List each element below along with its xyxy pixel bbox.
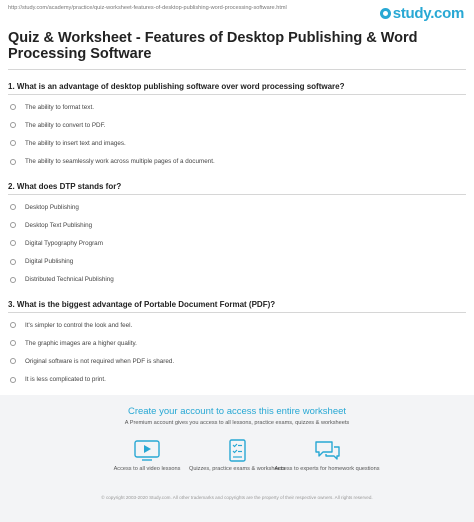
answer-label: Distributed Technical Publishing	[25, 276, 114, 284]
radio-icon[interactable]	[10, 240, 16, 246]
study-com-logo-icon	[380, 8, 391, 19]
answer-label: The ability to seamlessly work across multiple pages of a document.	[25, 158, 215, 166]
radio-icon[interactable]	[10, 259, 16, 265]
title-divider	[8, 69, 466, 70]
radio-icon[interactable]	[10, 122, 16, 128]
radio-icon[interactable]	[10, 222, 16, 228]
answer-option[interactable]	[8, 134, 466, 152]
answer-option[interactable]	[8, 352, 466, 370]
answer-label: Digital Publishing	[25, 258, 74, 266]
answer-options	[8, 316, 466, 389]
answer-option[interactable]	[8, 253, 466, 271]
question-3	[8, 300, 466, 389]
radio-icon[interactable]	[10, 140, 16, 146]
feature-label: Access to experts for homework questions	[274, 466, 380, 472]
answer-option[interactable]	[8, 216, 466, 234]
radio-icon[interactable]	[10, 104, 16, 110]
source-url[interactable]: http://study.com/academy/practice/quiz-worksheet-features-of-desktop-publishing-word-processing-software.html	[8, 5, 287, 11]
feature-label: Access to all video lessons	[113, 466, 181, 472]
answer-option[interactable]	[8, 371, 466, 389]
question-divider	[8, 312, 466, 313]
question-text: 3. What is the biggest advantage of Portable Document Format (PDF)?	[8, 300, 276, 309]
page-header	[8, 4, 466, 26]
video-lesson-icon	[132, 439, 162, 463]
answer-option[interactable]	[8, 234, 466, 252]
question-text: 2. What does DTP stands for?	[8, 182, 122, 191]
answer-label: It is less complicated to print.	[25, 376, 106, 384]
answer-option[interactable]	[8, 316, 466, 334]
radio-icon[interactable]	[10, 322, 16, 328]
answer-label: The graphic images are a higher quality.	[25, 339, 137, 347]
answer-label: The ability to format text.	[25, 103, 94, 111]
answer-option[interactable]	[8, 153, 466, 171]
answer-option[interactable]	[8, 116, 466, 134]
answer-option[interactable]	[8, 98, 466, 116]
answer-label: The ability to insert text and images.	[25, 139, 126, 147]
page-title: Quiz & Worksheet - Features of Desktop Publishing & Word Processing Software	[8, 30, 418, 62]
study-com-logo[interactable]	[380, 5, 464, 22]
copyright-notice: © copyright 2003-2020 Study.com. All other trademarks and copyrights are the property of their respective owners. All rights reserved.	[101, 495, 373, 500]
premium-cta-panel	[0, 395, 474, 522]
cta-subtitle: A Premium account gives you access to all lessons, practice exams, quizzes & worksheets	[124, 420, 350, 426]
expert-chat-icon	[312, 439, 342, 463]
cta-title-link[interactable]: Create your account to access this entire worksheet	[127, 406, 347, 417]
answer-option[interactable]	[8, 334, 466, 352]
answer-label: Digital Typography Program	[25, 239, 103, 247]
feature-label: Quizzes, practice exams & worksheets	[188, 466, 286, 472]
answer-label: Desktop Publishing	[25, 203, 79, 211]
answer-option[interactable]	[8, 271, 466, 289]
answer-label: The ability to convert to PDF.	[25, 121, 106, 129]
question-divider	[8, 194, 466, 195]
answer-label: Original software is not required when PDF is shared.	[25, 357, 175, 365]
question-text: 1. What is an advantage of desktop publishing software over word processing software?	[8, 82, 345, 91]
radio-icon[interactable]	[10, 159, 16, 165]
logo-text: study.com	[392, 5, 464, 22]
question-divider	[8, 94, 466, 95]
radio-icon[interactable]	[10, 204, 16, 210]
answer-options	[8, 198, 466, 289]
quiz-icon	[222, 439, 252, 463]
answer-options	[8, 98, 466, 171]
radio-icon[interactable]	[10, 358, 16, 364]
question-1	[8, 82, 466, 171]
radio-icon[interactable]	[10, 277, 16, 283]
radio-icon[interactable]	[10, 377, 16, 383]
radio-icon[interactable]	[10, 340, 16, 346]
feature-experts	[272, 439, 382, 473]
answer-label: It's simpler to control the look and feel.	[25, 321, 133, 329]
answer-option[interactable]	[8, 198, 466, 216]
question-2	[8, 182, 466, 289]
answer-label: Desktop Text Publishing	[25, 221, 93, 229]
